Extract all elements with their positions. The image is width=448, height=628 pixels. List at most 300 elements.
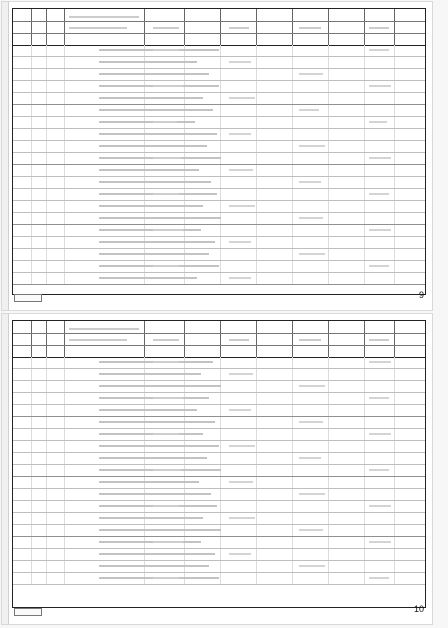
- row-text-placeholder: [99, 433, 203, 435]
- row-cell: [46, 225, 65, 236]
- row-cell: [13, 189, 32, 200]
- row-cell: [328, 417, 365, 428]
- row-cell: [256, 405, 293, 416]
- row-text-placeholder: [99, 541, 201, 543]
- table-header: [13, 321, 425, 358]
- row-cell: [220, 105, 257, 116]
- row-cell: [256, 249, 293, 260]
- row-number-placeholder: [369, 265, 389, 267]
- row-cell: [220, 69, 257, 80]
- row-cell: [328, 477, 365, 488]
- row-cell: [328, 465, 365, 476]
- row-number-placeholder: [299, 421, 323, 423]
- row-cell: [31, 369, 47, 380]
- row-cell: [256, 549, 293, 560]
- table-body: [13, 357, 425, 607]
- header-col-3: [46, 9, 65, 45]
- row-cell: [31, 573, 47, 584]
- row-cell: [256, 189, 293, 200]
- row-cell: [31, 201, 47, 212]
- row-cell: [328, 441, 365, 452]
- row-cell: [46, 153, 65, 164]
- row-number-placeholder: [153, 121, 177, 123]
- row-cell: [364, 381, 395, 392]
- row-number-placeholder: [229, 277, 251, 279]
- row-cell: [220, 177, 257, 188]
- row-cell: [13, 453, 32, 464]
- header-text-placeholder: [229, 27, 249, 29]
- row-cell: [328, 213, 365, 224]
- row-cell: [13, 273, 32, 284]
- header-text-placeholder: [153, 339, 179, 341]
- row-text-placeholder: [99, 553, 215, 555]
- row-cell: [220, 213, 257, 224]
- row-cell: [256, 441, 293, 452]
- row-number-placeholder: [299, 217, 323, 219]
- row-cell: [220, 501, 257, 512]
- row-cell: [220, 189, 257, 200]
- row-cell: [256, 57, 293, 68]
- header-text-placeholder: [229, 339, 249, 341]
- header-col-3: [46, 321, 65, 357]
- row-cell: [328, 69, 365, 80]
- row-cell: [364, 105, 395, 116]
- row-cell: [13, 465, 32, 476]
- row-cell: [31, 249, 47, 260]
- header-line-2: [13, 33, 425, 34]
- row-cell: [292, 129, 329, 140]
- row-number-placeholder: [229, 61, 251, 63]
- row-cell: [220, 453, 257, 464]
- row-cell: [328, 189, 365, 200]
- row-cell: [328, 105, 365, 116]
- footer-mark: [14, 608, 42, 616]
- row-text-placeholder: [99, 385, 221, 387]
- row-cell: [13, 549, 32, 560]
- table-row: [13, 189, 425, 201]
- row-number-placeholder: [369, 121, 387, 123]
- row-text-placeholder: [99, 133, 217, 135]
- row-cell: [292, 237, 329, 248]
- table-row: [13, 489, 425, 501]
- row-cell: [46, 249, 65, 260]
- row-cell: [328, 237, 365, 248]
- row-cell: [256, 237, 293, 248]
- row-text-placeholder: [99, 253, 209, 255]
- row-cell: [13, 525, 32, 536]
- row-text-placeholder: [99, 481, 199, 483]
- row-cell: [46, 441, 65, 452]
- row-number-placeholder: [369, 433, 391, 435]
- row-cell: [292, 573, 329, 584]
- row-cell: [364, 561, 395, 572]
- budget-table: [12, 320, 426, 608]
- row-cell: [31, 537, 47, 548]
- row-cell: [364, 477, 395, 488]
- row-cell: [292, 261, 329, 272]
- row-cell: [256, 489, 293, 500]
- table-body: [13, 45, 425, 294]
- table-row: [13, 225, 425, 237]
- row-text-placeholder: [99, 409, 197, 411]
- header-col-b: [184, 321, 221, 357]
- row-cell: [46, 477, 65, 488]
- table-row: [13, 153, 425, 165]
- row-cell: [31, 417, 47, 428]
- row-number-placeholder: [153, 229, 183, 231]
- row-cell: [256, 393, 293, 404]
- row-cell: [364, 69, 395, 80]
- row-cell: [256, 225, 293, 236]
- row-cell: [13, 441, 32, 452]
- table-row: [13, 453, 425, 465]
- row-cell: [364, 513, 395, 524]
- row-cell: [292, 57, 329, 68]
- row-cell: [256, 201, 293, 212]
- row-number-placeholder: [153, 193, 179, 195]
- row-cell: [256, 105, 293, 116]
- header-col-1: [13, 9, 32, 45]
- row-cell: [13, 117, 32, 128]
- header-col-h: [394, 321, 425, 357]
- header-col-d: [256, 9, 293, 45]
- row-cell: [31, 165, 47, 176]
- table-header: [13, 9, 425, 46]
- row-text-placeholder: [99, 97, 203, 99]
- table-row: [13, 93, 425, 105]
- row-cell: [46, 573, 65, 584]
- row-cell: [328, 249, 365, 260]
- row-cell: [292, 45, 329, 56]
- page-number: 10: [413, 604, 424, 614]
- row-cell: [220, 45, 257, 56]
- row-cell: [292, 369, 329, 380]
- row-cell: [13, 141, 32, 152]
- row-text-placeholder: [99, 205, 203, 207]
- row-cell: [292, 81, 329, 92]
- row-number-placeholder: [229, 97, 255, 99]
- row-cell: [31, 189, 47, 200]
- row-cell: [220, 81, 257, 92]
- row-cell: [328, 561, 365, 572]
- row-cell: [328, 369, 365, 380]
- table-row: [13, 393, 425, 405]
- row-number-placeholder: [153, 541, 183, 543]
- row-cell: [13, 249, 32, 260]
- row-cell: [46, 189, 65, 200]
- row-number-placeholder: [153, 85, 183, 87]
- table-row: [13, 165, 425, 177]
- row-cell: [292, 393, 329, 404]
- row-cell: [13, 261, 32, 272]
- row-cell: [31, 465, 47, 476]
- row-cell: [328, 129, 365, 140]
- row-cell: [31, 477, 47, 488]
- row-number-placeholder: [229, 517, 255, 519]
- page-left-margin: [2, 314, 9, 624]
- table-row: [13, 357, 425, 369]
- row-number-placeholder: [369, 193, 389, 195]
- table-row: [13, 57, 425, 69]
- row-text-placeholder: [99, 121, 195, 123]
- table-row: [13, 117, 425, 129]
- table-row: [13, 561, 425, 573]
- row-text-placeholder: [99, 421, 215, 423]
- row-number-placeholder: [229, 373, 253, 375]
- row-text-placeholder: [99, 517, 203, 519]
- row-cell: [31, 501, 47, 512]
- row-cell: [292, 273, 329, 284]
- row-cell: [13, 513, 32, 524]
- row-cell: [46, 81, 65, 92]
- row-cell: [292, 429, 329, 440]
- row-cell: [364, 141, 395, 152]
- row-cell: [13, 561, 32, 572]
- header-col-2: [31, 321, 47, 357]
- row-text-placeholder: [99, 457, 207, 459]
- row-text-placeholder: [99, 73, 209, 75]
- row-number-placeholder: [299, 73, 323, 75]
- row-cell: [31, 357, 47, 368]
- row-number-placeholder: [153, 469, 181, 471]
- row-cell: [328, 573, 365, 584]
- row-text-placeholder: [99, 217, 221, 219]
- row-cell: [256, 429, 293, 440]
- row-cell: [220, 537, 257, 548]
- row-cell: [256, 417, 293, 428]
- row-cell: [364, 405, 395, 416]
- row-cell: [31, 129, 47, 140]
- row-cell: [220, 465, 257, 476]
- row-cell: [364, 525, 395, 536]
- row-cell: [256, 177, 293, 188]
- row-cell: [328, 525, 365, 536]
- row-cell: [220, 393, 257, 404]
- document-page-1: [2, 2, 432, 310]
- row-cell: [328, 537, 365, 548]
- row-cell: [220, 417, 257, 428]
- row-number-placeholder: [299, 529, 323, 531]
- page-number: 9: [418, 290, 424, 300]
- row-cell: [256, 213, 293, 224]
- row-number-placeholder: [369, 505, 391, 507]
- row-cell: [46, 405, 65, 416]
- header-col-2: [31, 9, 47, 45]
- row-cell: [292, 357, 329, 368]
- row-cell: [256, 501, 293, 512]
- row-cell: [364, 201, 395, 212]
- row-number-placeholder: [299, 565, 325, 567]
- row-cell: [46, 513, 65, 524]
- row-cell: [364, 93, 395, 104]
- table-row: [13, 141, 425, 153]
- row-cell: [220, 573, 257, 584]
- row-cell: [328, 57, 365, 68]
- row-cell: [31, 225, 47, 236]
- row-cell: [46, 417, 65, 428]
- row-cell: [13, 69, 32, 80]
- row-cell: [31, 237, 47, 248]
- row-cell: [46, 105, 65, 116]
- row-number-placeholder: [229, 409, 251, 411]
- row-number-placeholder: [229, 241, 251, 243]
- row-cell: [256, 273, 293, 284]
- table-row: [13, 369, 425, 381]
- row-cell: [31, 105, 47, 116]
- row-cell: [31, 549, 47, 560]
- row-cell: [46, 129, 65, 140]
- row-cell: [364, 237, 395, 248]
- row-cell: [31, 513, 47, 524]
- header-col-b: [184, 9, 221, 45]
- row-cell: [256, 453, 293, 464]
- row-cell: [328, 201, 365, 212]
- row-cell: [31, 525, 47, 536]
- table-row: [13, 573, 425, 585]
- row-number-placeholder: [299, 457, 321, 459]
- row-cell: [220, 429, 257, 440]
- row-cell: [13, 417, 32, 428]
- row-cell: [256, 537, 293, 548]
- row-cell: [46, 141, 65, 152]
- table-row: [13, 45, 425, 57]
- row-text-placeholder: [99, 529, 221, 531]
- table-row: [13, 129, 425, 141]
- row-cell: [31, 117, 47, 128]
- table-row: [13, 537, 425, 549]
- row-cell: [328, 45, 365, 56]
- row-cell: [31, 81, 47, 92]
- row-cell: [220, 525, 257, 536]
- table-row: [13, 525, 425, 537]
- row-cell: [220, 249, 257, 260]
- row-cell: [328, 93, 365, 104]
- row-cell: [13, 405, 32, 416]
- row-number-placeholder: [229, 205, 255, 207]
- row-text-placeholder: [99, 241, 215, 243]
- row-cell: [364, 369, 395, 380]
- row-cell: [328, 381, 365, 392]
- row-text-placeholder: [99, 373, 201, 375]
- row-number-placeholder: [153, 265, 179, 267]
- row-cell: [13, 357, 32, 368]
- row-cell: [46, 381, 65, 392]
- row-text-placeholder: [99, 229, 201, 231]
- row-number-placeholder: [229, 133, 251, 135]
- row-cell: [46, 273, 65, 284]
- row-cell: [292, 477, 329, 488]
- row-cell: [46, 93, 65, 104]
- row-text-placeholder: [99, 277, 197, 279]
- row-cell: [256, 381, 293, 392]
- row-cell: [13, 105, 32, 116]
- row-cell: [220, 117, 257, 128]
- row-cell: [13, 177, 32, 188]
- header-text-placeholder: [299, 27, 321, 29]
- row-cell: [31, 153, 47, 164]
- row-cell: [31, 489, 47, 500]
- row-cell: [46, 69, 65, 80]
- row-number-placeholder: [153, 361, 179, 363]
- row-cell: [328, 177, 365, 188]
- row-cell: [13, 501, 32, 512]
- row-cell: [328, 405, 365, 416]
- row-cell: [328, 489, 365, 500]
- row-number-placeholder: [299, 385, 325, 387]
- row-text-placeholder: [99, 109, 213, 111]
- row-cell: [256, 93, 293, 104]
- row-cell: [256, 561, 293, 572]
- row-text-placeholder: [99, 445, 219, 447]
- row-cell: [46, 177, 65, 188]
- row-number-placeholder: [369, 361, 391, 363]
- row-cell: [256, 465, 293, 476]
- row-cell: [328, 357, 365, 368]
- row-cell: [328, 273, 365, 284]
- row-cell: [364, 129, 395, 140]
- row-cell: [31, 273, 47, 284]
- row-cell: [364, 441, 395, 452]
- row-text-placeholder: [99, 145, 207, 147]
- row-cell: [256, 525, 293, 536]
- row-cell: [46, 429, 65, 440]
- row-cell: [292, 441, 329, 452]
- header-text-placeholder: [69, 328, 139, 330]
- row-text-placeholder: [99, 181, 211, 183]
- row-cell: [13, 489, 32, 500]
- row-cell: [31, 381, 47, 392]
- row-cell: [31, 69, 47, 80]
- header-col-1: [13, 321, 32, 357]
- row-cell: [364, 165, 395, 176]
- row-cell: [292, 165, 329, 176]
- header-text-placeholder: [153, 27, 179, 29]
- row-cell: [256, 477, 293, 488]
- row-cell: [292, 465, 329, 476]
- row-number-placeholder: [299, 493, 325, 495]
- row-cell: [220, 153, 257, 164]
- table-row: [13, 429, 425, 441]
- row-cell: [220, 225, 257, 236]
- row-cell: [256, 573, 293, 584]
- row-number-placeholder: [369, 157, 391, 159]
- row-cell: [328, 429, 365, 440]
- table-row: [13, 177, 425, 189]
- row-cell: [13, 213, 32, 224]
- row-cell: [328, 393, 365, 404]
- table-row: [13, 213, 425, 225]
- row-cell: [292, 537, 329, 548]
- row-cell: [364, 213, 395, 224]
- row-cell: [364, 177, 395, 188]
- row-number-placeholder: [229, 553, 251, 555]
- table-row: [13, 477, 425, 489]
- row-cell: [364, 549, 395, 560]
- row-cell: [31, 441, 47, 452]
- row-cell: [292, 513, 329, 524]
- row-cell: [13, 537, 32, 548]
- row-cell: [46, 549, 65, 560]
- table-row: [13, 237, 425, 249]
- row-cell: [31, 213, 47, 224]
- row-cell: [31, 561, 47, 572]
- row-number-placeholder: [369, 85, 391, 87]
- table-row: [13, 441, 425, 453]
- row-cell: [46, 117, 65, 128]
- row-cell: [328, 153, 365, 164]
- row-cell: [13, 393, 32, 404]
- row-number-placeholder: [153, 157, 181, 159]
